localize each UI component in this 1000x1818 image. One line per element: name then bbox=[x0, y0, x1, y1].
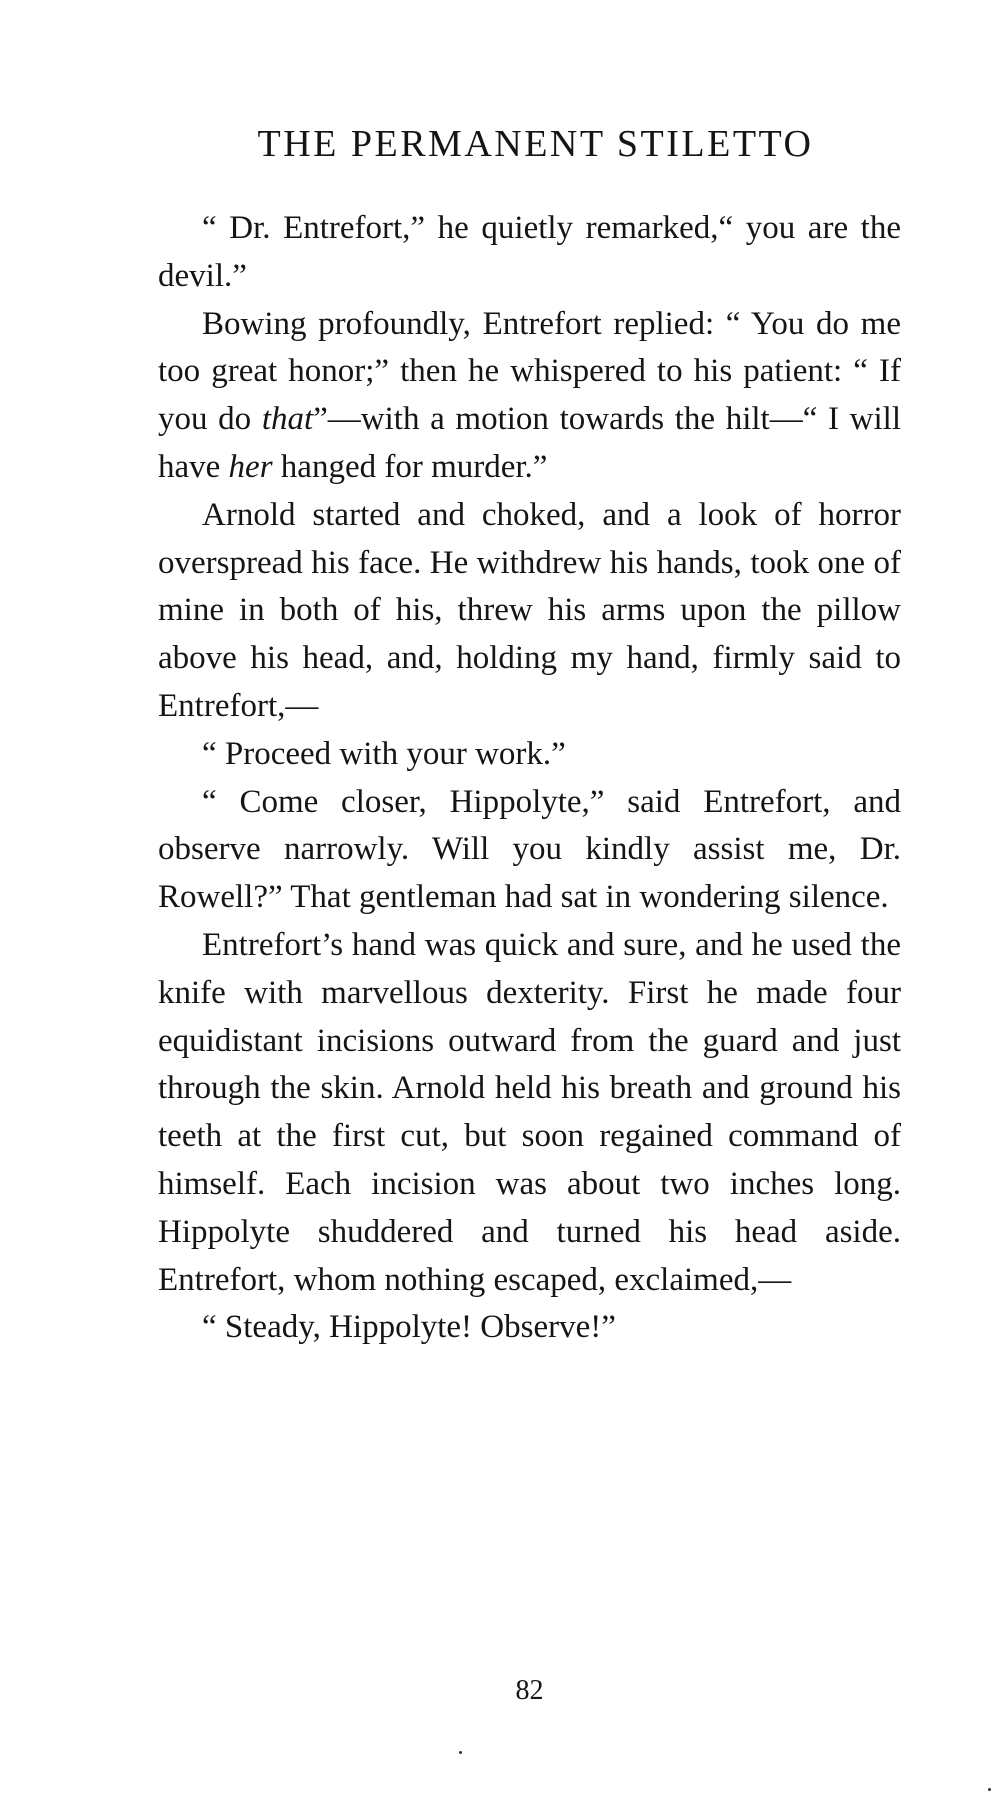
text-run: ”—with a motion towards the hilt—“ I will have bbox=[158, 401, 901, 485]
text-run: “ Proceed with your work.” bbox=[202, 735, 566, 772]
italic-run: that bbox=[261, 401, 314, 438]
running-head: THE PERMANENT STILETTO bbox=[257, 123, 814, 165]
ink-speck bbox=[988, 1788, 991, 1791]
paragraph bbox=[158, 205, 901, 301]
italic-run: her bbox=[228, 448, 273, 485]
text-run: Arnold started and choked, and a look of horror overspread his face. He withdrew his hands, took one of mine in both of his, threw his arms upon the pillow above his head, and, holding my hand, firmly said to Entrefort,— bbox=[158, 496, 901, 724]
page-number: 82 bbox=[515, 1675, 544, 1706]
ink-speck bbox=[459, 1751, 462, 1754]
text-run: Bowing profoundly, Entrefort replied: “ You do me too great honor;” then he whispered to his patient: “ If you do bbox=[158, 305, 901, 438]
text-run: hanged for murder.” bbox=[272, 448, 548, 485]
paragraph bbox=[158, 922, 901, 1304]
paragraph bbox=[158, 779, 901, 922]
text-run: “ Dr. Entrefort,” he quietly remarked,“ you are the devil.” bbox=[158, 210, 901, 294]
text-run: “ Steady, Hippolyte! Observe!” bbox=[202, 1309, 616, 1346]
paragraph bbox=[158, 1304, 901, 1352]
paragraph bbox=[158, 301, 901, 492]
paragraph bbox=[158, 731, 901, 779]
paragraph bbox=[158, 492, 901, 731]
text-run: Entrefort’s hand was quick and sure, and he used the knife with marvellous dexterity. First he made four equidistant incisions outward from the guard and just through the skin. Arnold held his breath and ground his teeth at the first cut, but soon regained command of himself. Each incision was about two inches long. Hippolyte shuddered and turned his head aside. Entrefort, whom nothing escaped, exclaimed,— bbox=[158, 926, 901, 1298]
body-text bbox=[158, 205, 901, 1352]
text-run: “ Come closer, Hippolyte,” said Entrefort, and observe narrowly. Will you kindly assist me, Dr. Rowell?” That gentleman had sat in wondering silence. bbox=[158, 783, 901, 916]
